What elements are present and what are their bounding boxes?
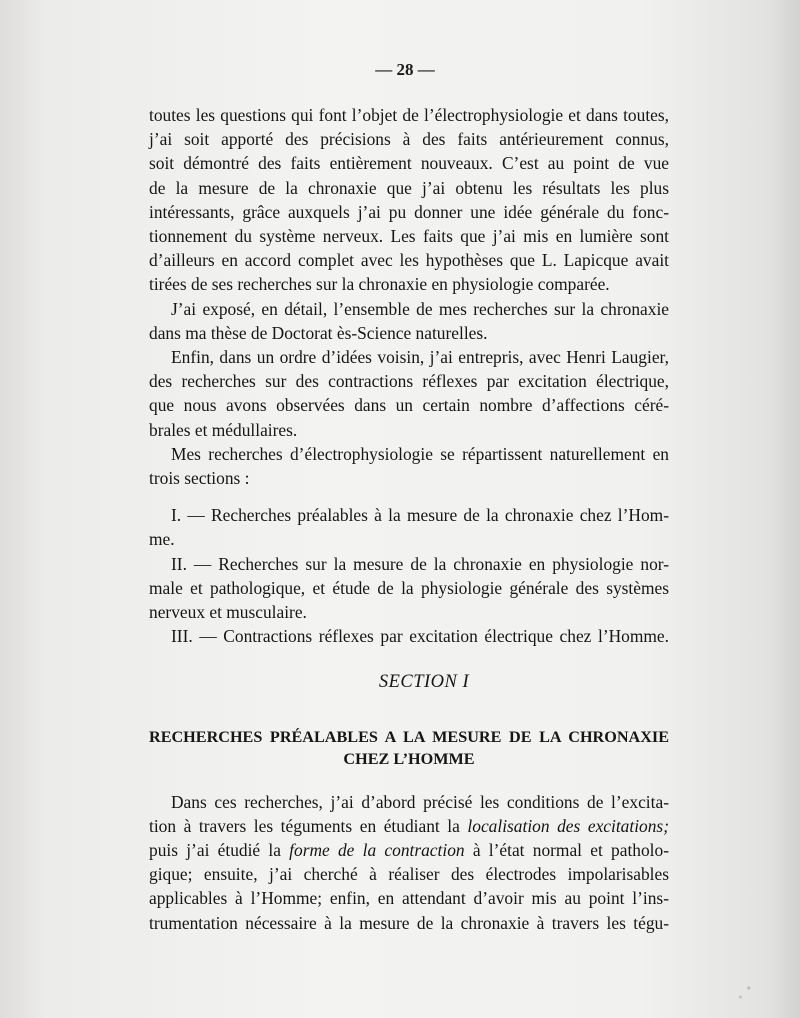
text-line: J’ai exposé, en détail, l’ensemble de mes recherches sur la chronaxie <box>171 298 669 319</box>
text-line: des recherches sur des contractions réflexes par excitation électrique, <box>149 371 669 392</box>
list-item-line: male et pathologique, et étude de la physiologie générale des systèmes <box>149 577 669 598</box>
body-line: Dans ces recherches, j’ai d’abord précisé les conditions de l’excita- <box>171 791 669 812</box>
body-line: gique; ensuite, j’ai cherché à réaliser des électrodes impolarisables <box>149 864 669 885</box>
chapter-title <box>149 726 669 770</box>
body-line: trumentation nécessaire à la mesure de la chronaxie à travers les tégu- <box>149 912 669 933</box>
text-line: j’ai soit apporté des précisions à des faits antérieurement connus, <box>149 129 669 150</box>
list-item-line: nerveux et musculaire. <box>149 602 307 623</box>
list-item-line: II. — Recherches sur la mesure de la chronaxie en physiologie nor- <box>171 553 669 574</box>
body-line <box>149 838 669 862</box>
text-line: Mes recherches d’électrophysiologie se répartissent naturellement en <box>171 443 669 464</box>
text-line: tirées de ses recherches sur la chronaxie en physiologie comparée. <box>149 274 610 295</box>
text-line: Enfin, dans un ordre d’idées voisin, j’ai entrepris, avec Henri Laugier, <box>171 347 669 368</box>
emphasis-text: forme de la contraction <box>289 840 465 861</box>
text-line: tionnement du système nerveux. Les faits que j’ai mis en lumière sont <box>149 226 669 247</box>
text-line: que nous avons observées dans un certain nombre d’affections céré- <box>149 395 669 416</box>
body-text: à l’état normal et patholo- <box>464 840 669 861</box>
page-number: — 28 — <box>375 60 435 79</box>
chapter-title-line: CHEZ L’HOMME <box>343 749 475 768</box>
text-line: d’ailleurs en accord complet avec les hypothèses que L. Lapicque avait <box>149 250 669 271</box>
body-text: tion à travers les téguments en étudiant la <box>149 815 468 836</box>
body-line: applicables à l’Homme; enfin, en attendant d’avoir mis au point l’ins- <box>149 888 669 909</box>
text-line: dans ma thèse de Doctorat ès-Science naturelles. <box>149 322 488 343</box>
list-item-line: III. — Contractions réflexes par excitation électrique chez l’Homme. <box>171 626 669 647</box>
body-line <box>149 814 669 838</box>
text-line: toutes les questions qui font l’objet de l’électrophysiologie et dans toutes, <box>149 105 669 125</box>
chapter-title-line: RECHERCHES PRÉALABLES A LA MESURE DE LA CHRONAXIE <box>149 727 669 746</box>
emphasis-text: localisation des excitations; <box>467 815 669 836</box>
text-line: brales et médullaires. <box>149 419 298 440</box>
list-item-line: me. <box>149 529 175 550</box>
page-text <box>149 103 669 935</box>
text-line: soit démontré des faits entièrement nouveaux. C’est au point de vue <box>149 153 669 174</box>
list-item-line: I. — Recherches préalables à la mesure de la chronaxie chez l’Hom- <box>171 505 669 526</box>
text-line: intéressants, grâce auxquels j’ai pu donner une idée générale du fonc- <box>149 201 669 222</box>
text-line: de la mesure de la chronaxie que j’ai obtenu les résultats les plus <box>149 177 669 198</box>
section-title: SECTION I <box>378 672 470 693</box>
text-line: trois sections : <box>149 468 250 489</box>
body-text: puis j’ai étudié la <box>149 840 290 861</box>
scan-artifact <box>732 976 760 1006</box>
